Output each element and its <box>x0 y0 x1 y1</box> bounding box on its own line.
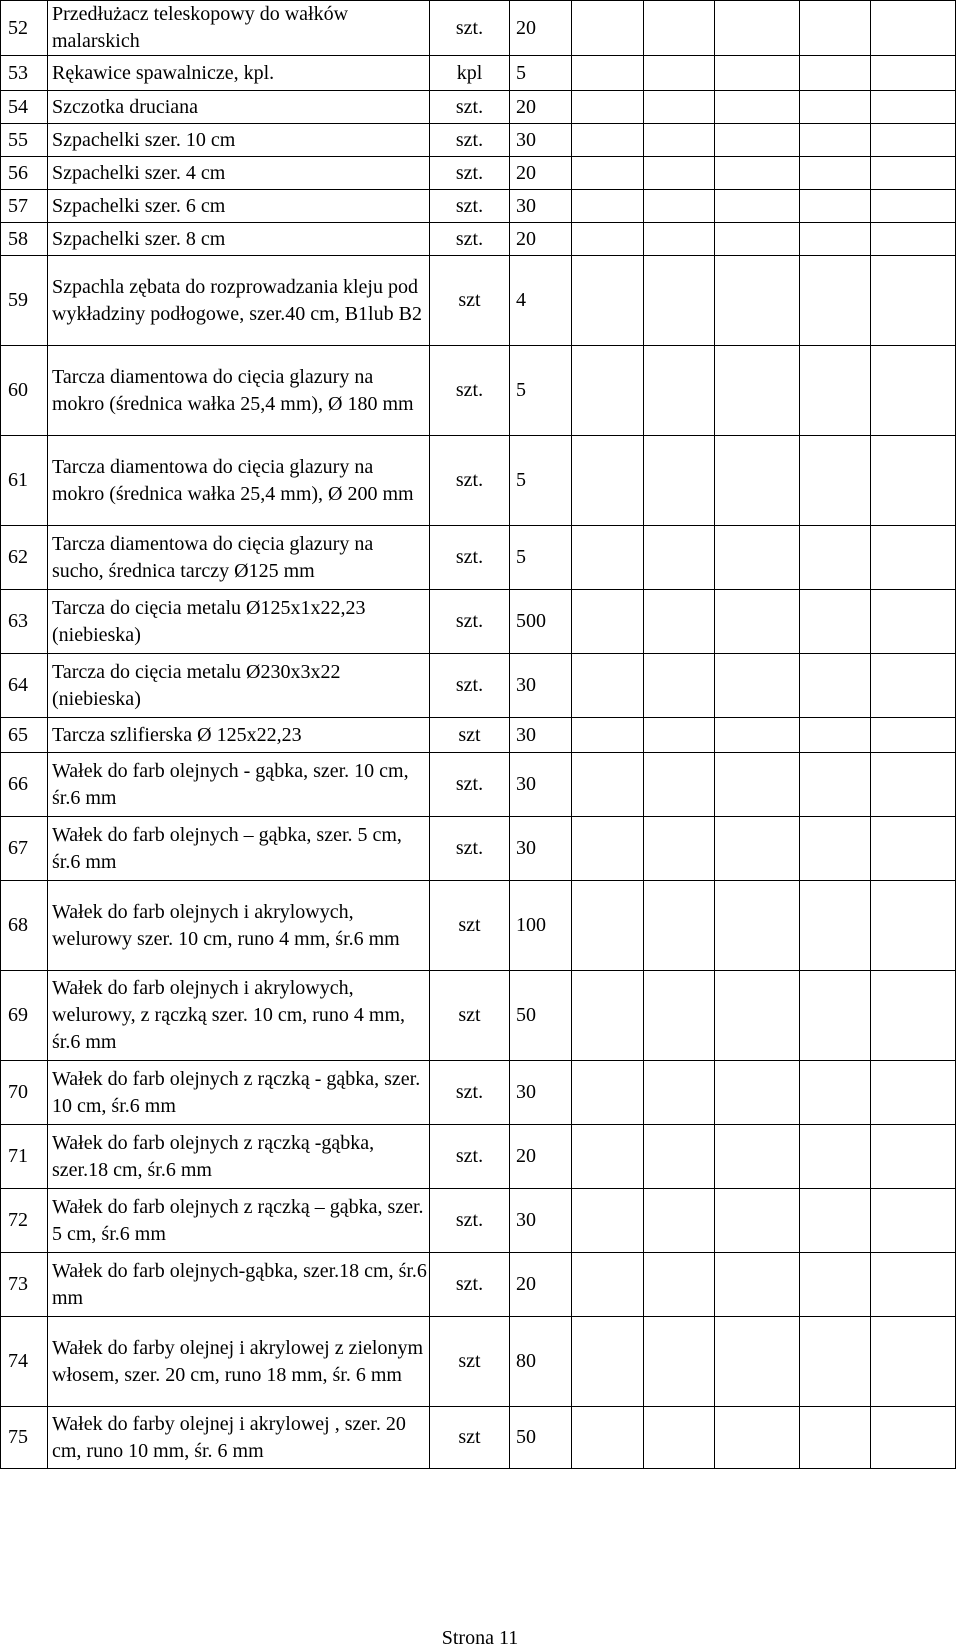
empty-cell <box>800 1189 871 1253</box>
table-row <box>1 157 956 190</box>
item-unit: szt. <box>430 436 510 526</box>
item-quantity: 20 <box>510 1 572 56</box>
empty-cell <box>871 157 956 190</box>
table-row <box>1 1061 956 1125</box>
empty-cell <box>800 91 871 124</box>
empty-cell <box>871 190 956 223</box>
item-unit: szt. <box>430 1189 510 1253</box>
table-row <box>1 718 956 753</box>
empty-cell <box>800 590 871 654</box>
empty-cell <box>572 1253 644 1317</box>
item-name: Szpachelki szer. 6 cm <box>48 190 430 223</box>
empty-cell <box>800 256 871 346</box>
empty-cell <box>715 346 800 436</box>
empty-cell <box>871 590 956 654</box>
table-row <box>1 1 956 56</box>
empty-cell <box>644 718 715 753</box>
item-name: Szczotka druciana <box>48 91 430 124</box>
item-quantity: 30 <box>510 190 572 223</box>
empty-cell <box>715 91 800 124</box>
empty-cell <box>871 1061 956 1125</box>
table-body <box>1 1 956 1469</box>
empty-cell <box>871 223 956 256</box>
empty-cell <box>800 1253 871 1317</box>
empty-cell <box>572 1317 644 1407</box>
empty-cell <box>572 1125 644 1189</box>
item-unit: szt. <box>430 157 510 190</box>
row-number: 57 <box>1 190 48 223</box>
empty-cell <box>800 1061 871 1125</box>
item-quantity: 500 <box>510 590 572 654</box>
row-number: 53 <box>1 56 48 91</box>
item-quantity: 30 <box>510 753 572 817</box>
empty-cell <box>644 881 715 971</box>
empty-cell <box>572 1 644 56</box>
item-unit: szt. <box>430 654 510 718</box>
item-unit: szt. <box>430 1253 510 1317</box>
row-number: 73 <box>1 1253 48 1317</box>
empty-cell <box>572 56 644 91</box>
row-number: 71 <box>1 1125 48 1189</box>
item-unit: szt. <box>430 1 510 56</box>
empty-cell <box>572 590 644 654</box>
item-name: Szpachelki szer. 4 cm <box>48 157 430 190</box>
empty-cell <box>644 346 715 436</box>
empty-cell <box>644 1125 715 1189</box>
empty-cell <box>871 56 956 91</box>
table-row <box>1 817 956 881</box>
item-name: Wałek do farb olejnych z rączką -gąbka, szer.18 cm, śr.6 mm <box>48 1125 430 1189</box>
empty-cell <box>572 346 644 436</box>
empty-cell <box>715 157 800 190</box>
item-unit: szt <box>430 256 510 346</box>
item-name: Tarcza diamentowa do cięcia glazury na mokro (średnica wałka 25,4 mm), Ø 200 mm <box>48 436 430 526</box>
empty-cell <box>715 817 800 881</box>
item-quantity: 20 <box>510 1253 572 1317</box>
item-name: Wałek do farby olejnej i akrylowej , szer. 20 cm, runo 10 mm, śr. 6 mm <box>48 1407 430 1469</box>
row-number: 68 <box>1 881 48 971</box>
empty-cell <box>644 1061 715 1125</box>
empty-cell <box>871 346 956 436</box>
empty-cell <box>644 124 715 157</box>
empty-cell <box>715 1061 800 1125</box>
empty-cell <box>572 881 644 971</box>
item-unit: szt. <box>430 1125 510 1189</box>
empty-cell <box>644 256 715 346</box>
empty-cell <box>800 881 871 971</box>
empty-cell <box>644 1253 715 1317</box>
item-name: Szpachelki szer. 8 cm <box>48 223 430 256</box>
table-row <box>1 346 956 436</box>
empty-cell <box>644 654 715 718</box>
empty-cell <box>800 157 871 190</box>
table-row <box>1 1253 956 1317</box>
table-row <box>1 56 956 91</box>
row-number: 63 <box>1 590 48 654</box>
item-quantity: 100 <box>510 881 572 971</box>
empty-cell <box>800 1125 871 1189</box>
empty-cell <box>644 753 715 817</box>
item-name: Tarcza diamentowa do cięcia glazury na mokro (średnica wałka 25,4 mm), Ø 180 mm <box>48 346 430 436</box>
row-number: 58 <box>1 223 48 256</box>
empty-cell <box>644 1189 715 1253</box>
empty-cell <box>644 436 715 526</box>
empty-cell <box>572 718 644 753</box>
empty-cell <box>871 971 956 1061</box>
item-name: Rękawice spawalnicze, kpl. <box>48 56 430 91</box>
empty-cell <box>644 1 715 56</box>
item-name: Wałek do farb olejnych z rączką - gąbka, szer. 10 cm, śr.6 mm <box>48 1061 430 1125</box>
empty-cell <box>572 124 644 157</box>
empty-cell <box>715 590 800 654</box>
empty-cell <box>715 436 800 526</box>
empty-cell <box>715 881 800 971</box>
empty-cell <box>572 190 644 223</box>
table-row <box>1 753 956 817</box>
table-row <box>1 91 956 124</box>
item-unit: szt. <box>430 346 510 436</box>
empty-cell <box>644 590 715 654</box>
empty-cell <box>871 817 956 881</box>
empty-cell <box>800 1317 871 1407</box>
item-name: Wałek do farb olejnych i akrylowych, welurowy, z rączką szer. 10 cm, runo 4 mm, śr.6 mm <box>48 971 430 1061</box>
item-quantity: 5 <box>510 56 572 91</box>
table-row <box>1 654 956 718</box>
item-unit: szt. <box>430 753 510 817</box>
item-unit: szt. <box>430 124 510 157</box>
item-name: Wałek do farb olejnych z rączką – gąbka, szer. 5 cm, śr.6 mm <box>48 1189 430 1253</box>
empty-cell <box>572 1189 644 1253</box>
empty-cell <box>871 718 956 753</box>
empty-cell <box>871 1 956 56</box>
empty-cell <box>871 654 956 718</box>
item-quantity: 5 <box>510 526 572 590</box>
item-unit: szt. <box>430 590 510 654</box>
empty-cell <box>715 1407 800 1469</box>
item-unit: kpl <box>430 56 510 91</box>
row-number: 62 <box>1 526 48 590</box>
empty-cell <box>715 256 800 346</box>
item-quantity: 20 <box>510 91 572 124</box>
item-quantity: 5 <box>510 436 572 526</box>
empty-cell <box>572 654 644 718</box>
item-quantity: 30 <box>510 817 572 881</box>
empty-cell <box>572 256 644 346</box>
empty-cell <box>715 56 800 91</box>
empty-cell <box>800 753 871 817</box>
empty-cell <box>715 1253 800 1317</box>
item-name: Wałek do farb olejnych – gąbka, szer. 5 cm, śr.6 mm <box>48 817 430 881</box>
table-row <box>1 190 956 223</box>
empty-cell <box>871 1189 956 1253</box>
item-name: Tarcza diamentowa do cięcia glazury na sucho, średnica tarczy Ø125 mm <box>48 526 430 590</box>
table-row <box>1 1407 956 1469</box>
empty-cell <box>800 56 871 91</box>
empty-cell <box>871 436 956 526</box>
empty-cell <box>800 718 871 753</box>
empty-cell <box>644 971 715 1061</box>
empty-cell <box>871 1407 956 1469</box>
empty-cell <box>715 1189 800 1253</box>
row-number: 59 <box>1 256 48 346</box>
item-unit: szt <box>430 1317 510 1407</box>
row-number: 72 <box>1 1189 48 1253</box>
empty-cell <box>715 526 800 590</box>
item-name: Szpachla zębata do rozprowadzania kleju pod wykładziny podłogowe, szer.40 cm, B1lub B2 <box>48 256 430 346</box>
item-quantity: 20 <box>510 223 572 256</box>
item-unit: szt. <box>430 817 510 881</box>
item-name: Wałek do farb olejnych - gąbka, szer. 10 cm, śr.6 mm <box>48 753 430 817</box>
item-name: Tarcza do cięcia metalu Ø230x3x22 (niebieska) <box>48 654 430 718</box>
empty-cell <box>871 256 956 346</box>
item-unit: szt <box>430 881 510 971</box>
table-row <box>1 1125 956 1189</box>
empty-cell <box>644 1317 715 1407</box>
item-name: Tarcza do cięcia metalu Ø125x1x22,23 (niebieska) <box>48 590 430 654</box>
item-quantity: 30 <box>510 1189 572 1253</box>
table-row <box>1 124 956 157</box>
item-unit: szt. <box>430 1061 510 1125</box>
empty-cell <box>715 971 800 1061</box>
empty-cell <box>644 1407 715 1469</box>
empty-cell <box>572 91 644 124</box>
item-name: Wałek do farby olejnej i akrylowej z zielonym włosem, szer. 20 cm, runo 18 mm, śr. 6 mm <box>48 1317 430 1407</box>
table-row <box>1 971 956 1061</box>
row-number: 64 <box>1 654 48 718</box>
table-bottom-border <box>0 1468 955 1469</box>
item-unit: szt. <box>430 190 510 223</box>
empty-cell <box>715 223 800 256</box>
empty-cell <box>644 817 715 881</box>
item-quantity: 20 <box>510 1125 572 1189</box>
table-row <box>1 526 956 590</box>
empty-cell <box>572 436 644 526</box>
empty-cell <box>644 157 715 190</box>
empty-cell <box>871 526 956 590</box>
empty-cell <box>871 1253 956 1317</box>
empty-cell <box>800 526 871 590</box>
empty-cell <box>572 157 644 190</box>
item-quantity: 50 <box>510 971 572 1061</box>
table-row <box>1 223 956 256</box>
empty-cell <box>572 1407 644 1469</box>
empty-cell <box>871 1125 956 1189</box>
empty-cell <box>800 346 871 436</box>
empty-cell <box>715 718 800 753</box>
row-number: 74 <box>1 1317 48 1407</box>
empty-cell <box>644 56 715 91</box>
empty-cell <box>572 1061 644 1125</box>
row-number: 66 <box>1 753 48 817</box>
table-row <box>1 590 956 654</box>
empty-cell <box>715 190 800 223</box>
empty-cell <box>800 1 871 56</box>
item-quantity: 4 <box>510 256 572 346</box>
item-unit: szt. <box>430 223 510 256</box>
row-number: 56 <box>1 157 48 190</box>
empty-cell <box>800 223 871 256</box>
empty-cell <box>572 753 644 817</box>
table-row <box>1 881 956 971</box>
item-name: Szpachelki szer. 10 cm <box>48 124 430 157</box>
row-number: 67 <box>1 817 48 881</box>
empty-cell <box>715 654 800 718</box>
empty-cell <box>715 753 800 817</box>
empty-cell <box>644 190 715 223</box>
row-number: 54 <box>1 91 48 124</box>
empty-cell <box>572 971 644 1061</box>
row-number: 65 <box>1 718 48 753</box>
item-name: Wałek do farb olejnych-gąbka, szer.18 cm, śr.6 mm <box>48 1253 430 1317</box>
item-unit: szt <box>430 718 510 753</box>
item-name: Tarcza szlifierska Ø 125x22,23 <box>48 718 430 753</box>
empty-cell <box>800 654 871 718</box>
empty-cell <box>800 124 871 157</box>
table-row <box>1 1189 956 1253</box>
empty-cell <box>644 91 715 124</box>
empty-cell <box>572 526 644 590</box>
empty-cell <box>800 971 871 1061</box>
empty-cell <box>800 817 871 881</box>
row-number: 75 <box>1 1407 48 1469</box>
table-row <box>1 256 956 346</box>
item-quantity: 30 <box>510 718 572 753</box>
row-number: 60 <box>1 346 48 436</box>
table-row <box>1 436 956 526</box>
row-number: 70 <box>1 1061 48 1125</box>
page-number: Strona 11 <box>441 1627 519 1649</box>
empty-cell <box>800 1407 871 1469</box>
item-unit: szt. <box>430 91 510 124</box>
empty-cell <box>800 190 871 223</box>
empty-cell <box>644 526 715 590</box>
table-row <box>1 1317 956 1407</box>
row-number: 69 <box>1 971 48 1061</box>
empty-cell <box>715 124 800 157</box>
item-quantity: 30 <box>510 124 572 157</box>
item-name: Wałek do farb olejnych i akrylowych, welurowy szer. 10 cm, runo 4 mm, śr.6 mm <box>48 881 430 971</box>
item-name: Przedłużacz teleskopowy do wałków malarskich <box>48 1 430 56</box>
item-unit: szt. <box>430 526 510 590</box>
empty-cell <box>871 1317 956 1407</box>
item-quantity: 5 <box>510 346 572 436</box>
empty-cell <box>871 753 956 817</box>
empty-cell <box>572 817 644 881</box>
empty-cell <box>715 1 800 56</box>
empty-cell <box>800 436 871 526</box>
item-unit: szt <box>430 1407 510 1469</box>
item-quantity: 50 <box>510 1407 572 1469</box>
row-number: 55 <box>1 124 48 157</box>
empty-cell <box>644 223 715 256</box>
empty-cell <box>871 881 956 971</box>
empty-cell <box>715 1125 800 1189</box>
empty-cell <box>572 223 644 256</box>
row-number: 52 <box>1 1 48 56</box>
empty-cell <box>871 91 956 124</box>
item-quantity: 30 <box>510 654 572 718</box>
item-unit: szt <box>430 971 510 1061</box>
empty-cell <box>715 1317 800 1407</box>
item-quantity: 30 <box>510 1061 572 1125</box>
row-number: 61 <box>1 436 48 526</box>
item-quantity: 20 <box>510 157 572 190</box>
empty-cell <box>871 124 956 157</box>
item-quantity: 80 <box>510 1317 572 1407</box>
